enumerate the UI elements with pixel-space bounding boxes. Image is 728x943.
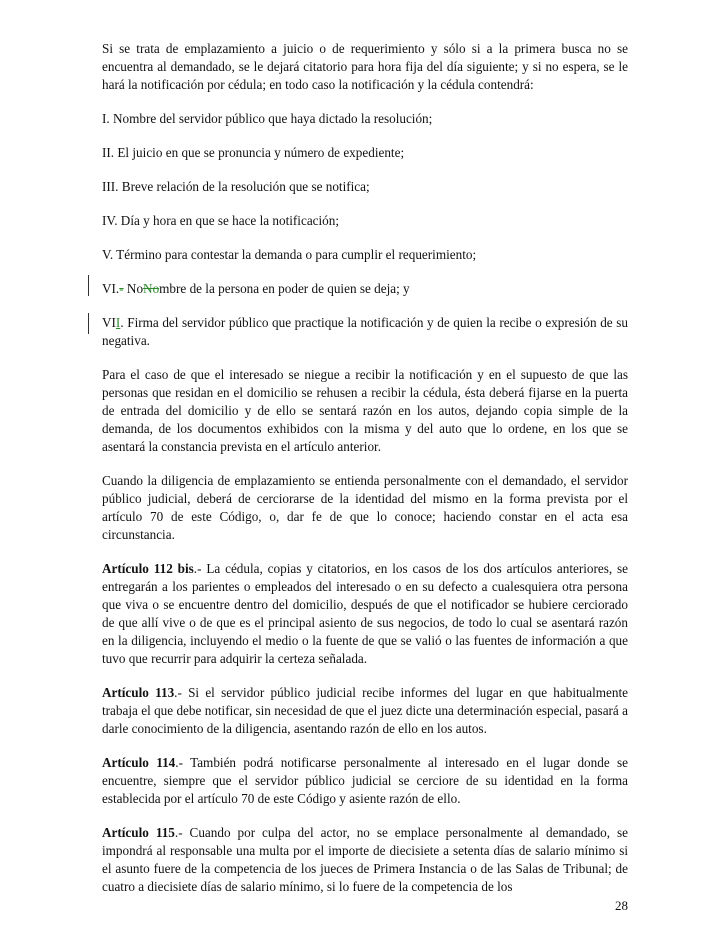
paragraph-personal-service: Cuando la diligencia de emplazamiento se entienda personalmente con el demandado, el servidor público judicial, deberá de cerciorarse de la identidad del mismo en la forma prevista por el artículo 70 de este Código, o, dar fe de que lo conoce; haciendo constar en el acta esa circunstancia.	[102, 473, 628, 542]
item-6-prefix: VI.	[102, 281, 120, 296]
article-heading: Artículo 115	[102, 825, 175, 840]
list-item-6	[102, 280, 628, 298]
intro-paragraph: Si se trata de emplazamiento a juicio o de requerimiento y sólo si a la primera busca no se encuentra al demandado, se le dejará citatorio para hora fija del día siguiente; y si no espera, se le hará la notificación por cédula; en todo caso la notificación y la cédula contendrá:	[102, 41, 628, 92]
list-item-2: II. El juicio en que se pronuncia y número de expediente;	[102, 145, 405, 160]
article-text: .- Cuando por culpa del actor, no se emplace personalmente al demandado, se impondrá al responsable una multa por el importe de diecisiete a setenta días de salario mínimo si el asunto fuere de la competencia de los jueces de Primera Instancia o de las Salas de Tribunal; de cuatro a diecisiete días de salario mínimo, si lo fuere de la competencia de los	[102, 825, 628, 894]
article-heading: Artículo 113	[102, 685, 175, 700]
item-7-rest: . Firma del servidor público que practique la notificación y de quien la recibe o expresión de su negativa.	[102, 315, 628, 348]
list-item-1: I. Nombre del servidor público que haya dictado la resolución;	[102, 111, 433, 126]
article-114	[102, 754, 628, 808]
item-7-prefix: VI	[102, 315, 116, 330]
item-6-mid: No	[123, 281, 144, 296]
list-item-3: III. Breve relación de la resolución que se notifica;	[102, 179, 370, 194]
page-number: 28	[615, 898, 628, 913]
deleted-text: -	[119, 281, 124, 296]
article-text: .- La cédula, copias y citatorios, en los casos de los dos artículos anteriores, se entregarán a los parientes o empleados del interesado o en su defecto a cualesquiera otra persona que viva o se encuentre dentro del domicilio, después de que el notificador se hubiere cerciorado de que allí vive o de que es el principal asiento de sus negocios, de todo lo cual se asentará razón en la diligencia, incluyendo el medio o la fuente de que se valió o las fuentes de información a que tuvo que recurrir para adquirir la certeza señalada.	[102, 561, 628, 666]
list-item-7	[102, 314, 628, 350]
list-item-4: IV. Día y hora en que se hace la notificación;	[102, 213, 340, 228]
item-6-rest: mbre de la persona en poder de quien se deja; y	[159, 281, 410, 296]
change-bar-item-6	[88, 275, 89, 296]
article-text: .- También podrá notificarse personalmente al interesado en el lugar donde se encuentre, siempre que el servidor público judicial se cerciore de su identidad en la forma establecida por el artículo 70 de este Código y asiente razón de ello.	[102, 755, 628, 806]
deleted-text: No	[143, 281, 160, 296]
article-text: .- Si el servidor público judicial recibe informes del lugar en que habitualmente trabaja el que debe notificar, sin necesidad de que el juez dicte una determinación especial, pasará a darle conocimiento de la diligencia, asentando razón de ello en los autos.	[102, 685, 628, 736]
article-115	[102, 824, 628, 896]
inserted-text: I	[115, 315, 121, 330]
article-heading: Artículo 114	[102, 755, 176, 770]
document-body	[102, 40, 628, 912]
list-item-5: V. Término para contestar la demanda o para cumplir el requerimiento;	[102, 247, 477, 262]
article-112-bis	[102, 560, 628, 668]
change-bar-item-7	[88, 313, 89, 334]
article-heading: Artículo 112 bis	[102, 561, 194, 576]
paragraph-refusal: Para el caso de que el interesado se niegue a recibir la notificación y en el supuesto de que las personas que residan en el domicilio se rehusen a recibir la cédula, ésta deberá fijarse en la puerta de entrada del domicilio y de ello se sentará razón en los autos, dejando copia simple de la demanda, de los documentos exhibidos con la misma y del auto que lo ordene, en los que se asentará la constancia prevista en el artículo anterior.	[102, 367, 628, 454]
article-113	[102, 684, 628, 738]
